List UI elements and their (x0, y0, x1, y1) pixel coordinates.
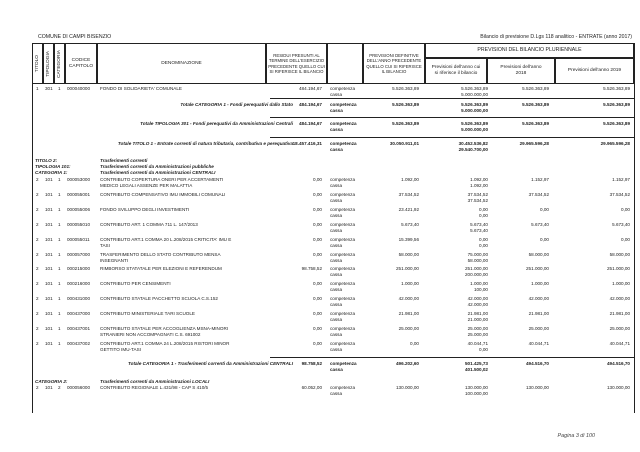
cell-tipologia: 301 (45, 86, 53, 91)
cell-prev-def: 1.092,00 (401, 177, 419, 182)
cell-denominazione2: TASI (100, 242, 110, 248)
cell-titolo: 2 (36, 296, 39, 302)
cell-tipologia: 101 (45, 311, 53, 317)
cell-label-competenza: competenza (330, 121, 357, 126)
cell-denominazione: FONDO DI SOLIDARIETA' COMUNALE (100, 86, 182, 91)
cell-codice: 000055010 (67, 221, 90, 227)
categoria-desc: Trasferimenti correnti da Amministrazioni LOCALI (100, 379, 210, 384)
col-header-tipologia (43, 43, 54, 84)
col-header-pluriennale-text: PREVISIONI DEL BILANCIO PLURIENNALE (477, 47, 582, 54)
cell-anno-comp: 0,00 (479, 206, 488, 212)
cell-tipologia: 101 (45, 281, 53, 287)
cell-anno-comp: 5.526.363,89 (461, 86, 488, 91)
cell-anno-comp: 75.000,00 (467, 251, 488, 257)
col-header-categoria-text: CATEGORIA (56, 49, 62, 78)
cell-label-competenza: competenza (330, 361, 357, 366)
cell-titolo: 2 (36, 385, 39, 390)
cell-residui: 98.758,52 (301, 361, 322, 366)
cell-anno-comp: 501.425,73 (465, 361, 488, 366)
cell-denominazione2: MEDICO LEGALI ASSENZE PER MALATTIA (100, 183, 193, 188)
cell-tipologia: 101 (45, 221, 53, 227)
cell-anno-2018: 494.516,70 (526, 361, 549, 366)
cell-denominazione: CONTRIBUTO COPERTURA ONERI PER ACCERTAMENTI (100, 177, 224, 182)
cell-codice: 000055006 (67, 206, 90, 212)
cell-residui: 484.194,67 (299, 102, 322, 107)
cell-anno-2018: 5.673,40 (531, 221, 549, 227)
cell-label-cassa: cassa (330, 127, 343, 132)
col-header-residui (266, 43, 327, 84)
cell-label2: cassa (330, 272, 343, 278)
cell-categoria: 1 (58, 251, 61, 257)
cell-residui: 0,00 (313, 251, 322, 257)
cell-anno-2018: 37.534,52 (528, 191, 549, 197)
cell-label-cassa: cassa (330, 92, 343, 97)
cell-denominazione: TRASFERIMENTO DELLO STATO CONTRIBUTO MENSA (100, 251, 221, 257)
categoria-label: CATEGORIA 1: (35, 170, 68, 175)
cell-anno-comp: 1.000,00 (470, 281, 488, 287)
cell-label1: competenza (330, 326, 356, 331)
cell-prev-def: 5.526.363,89 (392, 86, 419, 91)
cell-codice: 000055001 (67, 191, 90, 197)
cell-label-cassa: cassa (330, 108, 343, 113)
cell-residui: 0,00 (313, 296, 322, 302)
cell-prev-def: 15.399,56 (398, 236, 419, 242)
cell-anno-2018: 1.000,00 (531, 281, 549, 287)
cell-titolo: 2 (36, 266, 39, 272)
cell-categoria: 1 (58, 206, 61, 212)
cell-tipologia: 101 (45, 385, 53, 390)
cell-anno-2019: 25.000,00 (609, 326, 630, 331)
cell-categoria: 1 (58, 326, 61, 331)
cell-anno-2018: 25.000,00 (528, 326, 549, 331)
cell-anno-cassa: 21.000,00 (467, 317, 488, 323)
cell-titolo: 2 (36, 281, 39, 287)
cell-denominazione: CONTRIBUTO COMPENSATIVO IMU IMMOBILI COMUNALI (100, 191, 226, 197)
titolo-desc: Trasferimenti correnti (100, 158, 148, 163)
cell-label1: competenza (330, 340, 356, 346)
cell-tipologia: 101 (45, 296, 53, 302)
cell-label-cassa: cassa (330, 367, 343, 372)
cell-denominazione: FONDO SVILUPPO DEGLI INVESTIMENTI (100, 206, 190, 212)
cell-anno-cassa: 0,00 (479, 242, 488, 248)
categoria-label: CATEGORIA 2: (35, 379, 68, 384)
cell-titolo: 2 (36, 326, 39, 331)
entity-name: COMUNE DI CAMPI BISENZIO (38, 34, 112, 40)
cell-anno-cassa: 5.000.000,00 (461, 108, 488, 113)
cell-titolo: 2 (36, 191, 39, 197)
cell-anno-2019: 251.000,00 (607, 266, 630, 272)
cell-anno-2019: 1.152,97 (612, 177, 630, 182)
cell-prev-def: 21.981,00 (398, 311, 419, 317)
cell-prev-def: 23.421,92 (398, 206, 419, 212)
cell-prev-def: 496.202,60 (396, 361, 419, 366)
cell-anno-cassa: 0,00 (479, 346, 488, 352)
cell-denominazione: CONTRIBUTO STATALE PER ACCOGLIENZA MSNA-MINORI (100, 326, 229, 331)
tipologia-label: TIPOLOGIA 101: (35, 164, 71, 169)
cell-label1: competenza (330, 221, 356, 227)
cell-anno-cassa: 29.540.700,00 (458, 147, 488, 152)
cell-denominazione: CONTRIBUTO ART.1 COMMA 20 L.208/2015 CRITICITA' IMU E (100, 236, 232, 242)
cell-categoria: 1 (58, 340, 61, 346)
cell-residui: 484.194,67 (299, 86, 322, 91)
cell-denominazione2: STRANIERI NON ACCOMPAGNATI C.S. 691002 (100, 332, 201, 337)
cell-residui: 0,00 (313, 281, 322, 287)
cell-anno-2019: 37.534,52 (609, 191, 630, 197)
cell-denominazione: CONTRIBUTO ART. 1 COMMA 711 L. 147/2013 (100, 221, 198, 227)
cell-residui: 0,00 (313, 177, 322, 182)
col-header-anno-2019-text: Previsioni dell'anno 2019 (567, 68, 622, 73)
cell-anno-2019: 1.000,00 (612, 281, 630, 287)
col-header-denominazione-text: DENOMINAZIONE (161, 60, 202, 66)
cell-label1: competenza (330, 385, 356, 390)
cell-anno-comp: 251.000,00 (465, 266, 488, 272)
cell-prev-def: 42.000,00 (398, 296, 419, 302)
cell-anno-2018: 40.044,71 (528, 340, 549, 346)
cell-anno-2019: 29.965.596,28 (600, 141, 630, 146)
cell-anno-cassa: 1.092,00 (470, 183, 488, 188)
cell-anno-comp: 5.673,40 (470, 221, 488, 227)
cell-categoria: 1 (58, 86, 61, 91)
cell-label2: cassa (330, 227, 343, 233)
cell-anno-2019: 0,00 (621, 236, 630, 242)
col-header-anno-2019 (555, 58, 634, 84)
cell-label2: cassa (330, 257, 343, 263)
cell-anno-2018: 58.000,00 (528, 251, 549, 257)
col-header-pluriennale (425, 43, 634, 58)
col-header-previsioni-definitive (363, 43, 425, 84)
cell-residui: 18.457.416,31 (292, 141, 322, 146)
cell-anno-2018: 5.526.363,89 (522, 121, 549, 126)
cell-residui: 0,00 (313, 191, 322, 197)
cell-tipologia: 101 (45, 191, 53, 197)
cell-denominazione2: GETTITO IMU-TASI (100, 346, 141, 352)
cell-anno-2019: 5.526.363,89 (603, 121, 630, 126)
cell-label-competenza: competenza (330, 86, 356, 91)
cell-anno-cassa: 5.000.000,00 (461, 92, 488, 97)
cell-anno-2018: 251.000,00 (526, 266, 549, 272)
cell-anno-cassa: 100.000,00 (465, 391, 488, 396)
cell-categoria: 1 (58, 296, 61, 302)
cell-tipologia: 101 (45, 340, 53, 346)
cell-prev-def: 30.050.911,01 (389, 141, 419, 146)
cell-anno-2019: 5.526.363,89 (603, 102, 630, 107)
cell-label2: cassa (330, 242, 343, 248)
cell-anno-cassa: 58.000,00 (467, 257, 488, 263)
cell-categoria: 1 (58, 281, 61, 287)
cell-label1: competenza (330, 251, 356, 257)
cell-anno-2018: 5.526.363,89 (522, 102, 549, 107)
cell-denominazione2: INSEGNANTI (100, 257, 129, 263)
cell-tipologia: 101 (45, 206, 53, 212)
cell-prev-def: 1.000,00 (401, 281, 419, 287)
cell-tipologia: 101 (45, 236, 53, 242)
cell-codice: 000055011 (67, 236, 90, 242)
cell-anno-comp: 40.044,71 (467, 340, 488, 346)
cell-anno-2018: 130.000,00 (526, 385, 549, 390)
cell-anno-2019: 40.044,71 (609, 340, 630, 346)
cell-codice: 000216000 (67, 281, 90, 287)
cell-anno-2019: 0,00 (621, 206, 630, 212)
cell-codice: 000057000 (67, 251, 90, 257)
cell-label1: competenza (330, 177, 356, 182)
tipologia-desc: Trasferimenti correnti da Amministrazioni pubbliche (100, 164, 214, 169)
cell-denominazione: RIMBORSO STATATALE PER ELEZIONI E REFERENDUM (100, 266, 222, 272)
categoria-desc: Trasferimenti correnti da Amministrazioni CENTRALI (100, 170, 216, 175)
cell-residui: 0,00 (313, 221, 322, 227)
cell-label2: cassa (330, 302, 343, 308)
cell-codice: 000215000 (67, 266, 90, 272)
cell-residui: 484.194,67 (299, 121, 322, 126)
total-label: Totale CATEGORIA 1 - Trasferimenti correnti da Amministrazioni CENTRALI (128, 361, 293, 366)
cell-prev-def: 5.673,40 (401, 221, 419, 227)
cell-label2: cassa (330, 183, 343, 188)
cell-residui: 0,00 (313, 311, 322, 317)
cell-label2: cassa (330, 212, 343, 218)
col-header-tipo (327, 43, 363, 84)
cell-categoria: 1 (58, 266, 61, 272)
cell-titolo: 2 (36, 311, 39, 317)
cell-anno-comp: 30.452.536,82 (458, 141, 488, 146)
cell-codice: 000437000 (67, 311, 90, 317)
cell-anno-2019: 5.673,40 (612, 221, 630, 227)
cell-categoria: 1 (58, 236, 61, 242)
cell-tipologia: 101 (45, 177, 53, 182)
col-header-denominazione (97, 43, 266, 84)
col-header-titolo-text: TITOLO (34, 54, 40, 73)
cell-denominazione: CONTRIBUTO MINISTERIALE TARI SCUOLE (100, 311, 195, 317)
cell-codice: 000053000 (67, 177, 90, 182)
cell-codice: 000437001 (67, 326, 90, 331)
cell-label2: cassa (330, 391, 343, 396)
col-header-previsioni-definitive-text: PREVISIONI DEFINITIVE DELL'ANNO PRECEDENTE QUELLO CUI SI RIFERISCE IL BILANCIO (366, 52, 422, 74)
cell-label2: cassa (330, 332, 343, 337)
cell-denominazione: CONTRIBUTO ART.1 COMMA 24 L.208/2015 RISTORI MINOR (100, 340, 230, 346)
cell-anno-comp: 42.000,00 (467, 296, 488, 302)
cell-anno-comp: 0,00 (479, 236, 488, 242)
cell-anno-comp: 1.092,00 (470, 177, 488, 182)
cell-label-cassa: cassa (330, 147, 343, 152)
cell-tipologia: 101 (45, 266, 53, 272)
col-header-anno-2018-text: Previsioni dell'anno 2018 (500, 65, 542, 76)
cell-denominazione: CONTRIBUTO REGIONALE L.431/98 - CAP S 410/5 (100, 385, 209, 390)
cell-prev-def: 37.534,52 (398, 191, 419, 197)
cell-prev-def: 25.000,00 (398, 326, 419, 331)
cell-residui: 98.758,52 (301, 266, 322, 272)
cell-anno-comp: 5.526.363,89 (461, 121, 488, 126)
cell-anno-cassa: 37.534,52 (467, 197, 488, 203)
total-label: Totale CATEGORIA 1 - Fondi perequativi dallo Stato (180, 102, 293, 107)
cell-categoria: 1 (58, 311, 61, 317)
cell-titolo: 2 (36, 340, 39, 346)
cell-denominazione: CONTRIBUTO STATALE PACCHETTO SCUOLA C.S.152 (100, 296, 218, 302)
cell-codice: 000040000 (67, 86, 90, 91)
col-header-anno-2018 (487, 58, 555, 84)
cell-anno-2018: 42.000,00 (528, 296, 549, 302)
cell-label2: cassa (330, 317, 343, 323)
col-header-categoria (54, 43, 65, 84)
cell-label1: competenza (330, 206, 356, 212)
cell-anno-cassa: 25.000,00 (467, 332, 488, 337)
cell-denominazione: CONTRIBUTO PER CENSIMENTI (100, 281, 171, 287)
cell-label1: competenza (330, 311, 356, 317)
cell-titolo: 2 (36, 206, 39, 212)
cell-anno-comp: 130.000,00 (465, 385, 488, 390)
page-number: Pagina 3 di 100 (557, 433, 595, 439)
cell-label2: cassa (330, 346, 343, 352)
cell-anno-comp: 21.981,00 (467, 311, 488, 317)
cell-anno-cassa: 42.000,00 (467, 302, 488, 308)
col-header-tipologia-text: TIPOLOGIA (45, 50, 51, 77)
cell-residui: 60.052,00 (301, 385, 322, 390)
cell-anno-comp: 25.000,00 (467, 326, 488, 331)
col-header-titolo (32, 43, 43, 84)
col-header-residui-text: RESIDUI PRESUNTI AL TERMINE DELL'ESERCIZIO PRECEDENTE QUELLO CUI SI RIFERISCE IL BILANCIO (268, 52, 325, 74)
cell-label1: competenza (330, 296, 356, 302)
cell-prev-def: 5.526.363,89 (392, 121, 419, 126)
cell-anno-2019: 58.000,00 (609, 251, 630, 257)
cell-categoria: 1 (58, 177, 61, 182)
cell-prev-def: 58.000,00 (398, 251, 419, 257)
report-title: Bilancio di previsione D.Lgs 118 analitico - ENTRATE (anno 2017) (480, 34, 632, 40)
cell-tipologia: 101 (45, 326, 53, 331)
cell-label1: competenza (330, 281, 356, 287)
cell-categoria: 1 (58, 191, 61, 197)
cell-anno-cassa: 0,00 (479, 212, 488, 218)
cell-anno-cassa: 200.000,00 (465, 272, 488, 278)
cell-anno-comp: 5.526.363,89 (461, 102, 488, 107)
cell-label2: cassa (330, 287, 343, 293)
cell-prev-def: 130.000,00 (396, 385, 419, 390)
cell-anno-2019: 42.000,00 (609, 296, 630, 302)
col-header-anno-corrente (425, 58, 487, 84)
cell-anno-2019: 494.516,70 (607, 361, 630, 366)
cell-residui: 0,00 (313, 326, 322, 331)
cell-codice: 000437002 (67, 340, 90, 346)
cell-anno-2019: 130.000,00 (607, 385, 630, 390)
col-header-codice (65, 43, 97, 84)
cell-prev-def: 5.526.363,89 (392, 102, 419, 107)
cell-anno-cassa: 100,00 (473, 287, 488, 293)
cell-anno-2018: 29.965.596,28 (519, 141, 549, 146)
cell-categoria: 2 (58, 385, 61, 390)
cell-label1: competenza (330, 266, 356, 272)
cell-titolo: 1 (36, 86, 39, 91)
cell-residui: 0,00 (313, 206, 322, 212)
cell-titolo: 2 (36, 251, 39, 257)
cell-label1: competenza (330, 191, 356, 197)
titolo-label: TITOLO 2: (35, 158, 58, 163)
cell-anno-cassa: 401.500,02 (465, 367, 488, 372)
cell-titolo: 2 (36, 177, 39, 182)
cell-anno-2018: 21.981,00 (528, 311, 549, 317)
cell-prev-def: 251.000,00 (396, 266, 419, 272)
cell-codice: 000431000 (67, 296, 90, 302)
cell-anno-cassa: 5.000.000,00 (461, 127, 488, 132)
cell-categoria: 1 (58, 221, 61, 227)
cell-residui: 0,00 (313, 340, 322, 346)
cell-prev-def: 0,00 (410, 340, 419, 346)
cell-titolo: 2 (36, 221, 39, 227)
cell-anno-2018: 0,00 (540, 206, 549, 212)
cell-anno-2018: 1.152,97 (531, 177, 549, 182)
cell-anno-2018: 0,00 (540, 236, 549, 242)
total-label: Totale TIPOLOGIA 301 - Fondi perequativi da Amministrazioni Centrali (140, 121, 293, 126)
col-header-anno-corrente-text: Previsioni dell'anno cui si riferisce il bilancio (431, 65, 481, 76)
cell-label-competenza: competenza (330, 102, 357, 107)
cell-label2: cassa (330, 197, 343, 203)
cell-titolo: 2 (36, 236, 39, 242)
cell-tipologia: 101 (45, 251, 53, 257)
cell-anno-2019: 21.981,00 (609, 311, 630, 317)
col-header-codice-text: CODICE CAPITOLO (68, 57, 94, 69)
total-label: Totale TITOLO 1 - Entrate correnti di natura tributaria, contributiva e perequativa (117, 141, 293, 146)
cell-label-competenza: competenza (330, 141, 357, 146)
cell-anno-comp: 37.534,52 (467, 191, 488, 197)
cell-label1: competenza (330, 236, 356, 242)
cell-anno-2019: 5.526.363,89 (603, 86, 630, 91)
cell-anno-2018: 5.526.363,89 (522, 86, 549, 91)
cell-anno-cassa: 5.673,40 (470, 227, 488, 233)
cell-residui: 0,00 (313, 236, 322, 242)
cell-codice: 000056000 (67, 385, 90, 390)
